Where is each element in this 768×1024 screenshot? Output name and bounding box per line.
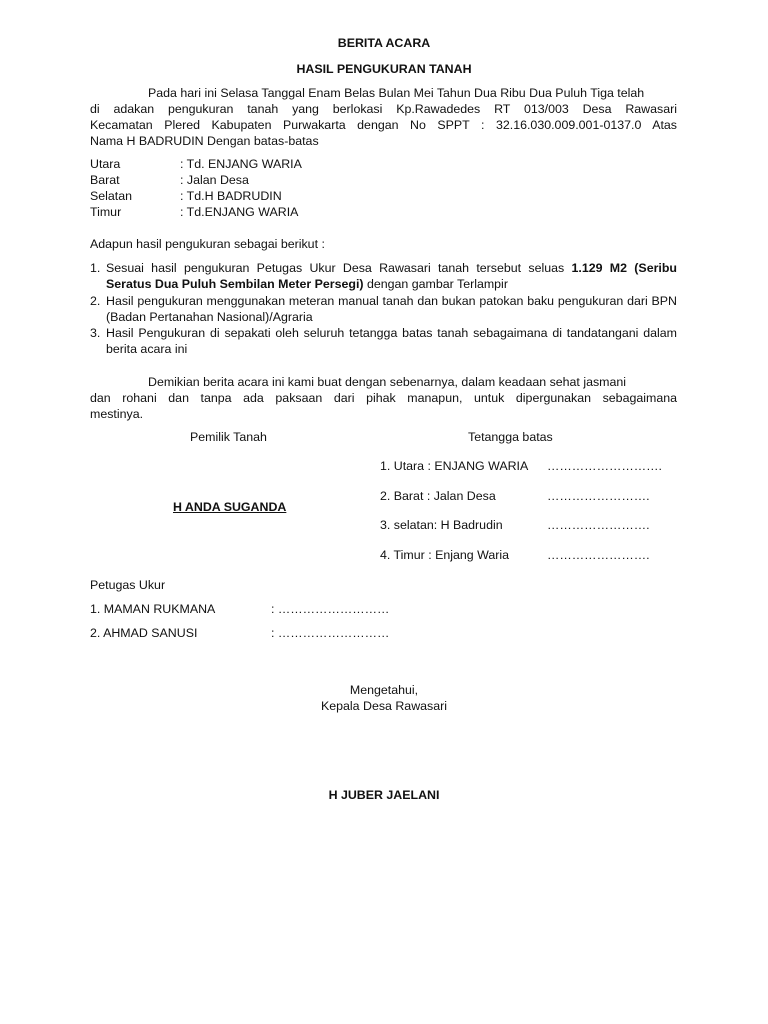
neighbor-label: 4. Timur : Enjang Waria xyxy=(380,548,509,562)
neighbor-row xyxy=(380,489,496,503)
intro-line: Kecamatan Plered Kabupaten Purwakarta dengan No SPPT : 32.16.030.009.001-0137.0 Atas xyxy=(90,118,677,132)
boundary-row xyxy=(90,156,302,172)
ack-label: Mengetahui, xyxy=(349,683,419,697)
neighbor-signature-line: ……………………. xyxy=(547,518,650,532)
boundary-value: : Td.H BADRUDIN xyxy=(180,189,282,203)
surveyor-name: 2. AHMAD SANUSI xyxy=(90,626,198,640)
boundary-row xyxy=(90,188,282,204)
ack-title: Kepala Desa Rawasari xyxy=(320,699,448,713)
owner-heading: Pemilik Tanah xyxy=(190,430,267,444)
neighbor-row xyxy=(380,459,528,473)
boundary-value: : Td. ENJANG WARIA xyxy=(180,157,302,171)
result-item xyxy=(90,293,677,325)
closing-line: mestinya. xyxy=(90,407,144,421)
surveyor-signature-line: : ……………………… xyxy=(271,626,390,640)
boundary-label: Barat xyxy=(90,173,120,187)
boundary-value: : Td.ENJANG WARIA xyxy=(180,205,299,219)
result-text: Hasil Pengukuran di sepakati oleh seluruh tetangga batas tanah sebagaimana di tandatangani dalam berita acara ini xyxy=(106,326,677,356)
result-number: 3. xyxy=(90,326,101,340)
neighbor-label: 1. Utara : ENJANG WARIA xyxy=(380,459,529,473)
neighbor-signature-line: ……………………. xyxy=(547,489,650,503)
result-text-after: dengan gambar Terlampir xyxy=(363,277,508,291)
boundary-value: : Jalan Desa xyxy=(180,173,249,187)
intro-line: di adakan pengukuran tanah yang berlokasi Kp.Rawadedes RT 013/003 Desa Rawasari xyxy=(90,102,677,116)
result-item xyxy=(90,260,677,292)
document-subtitle: HASIL PENGUKURAN TANAH xyxy=(296,62,472,76)
boundary-label: Selatan xyxy=(90,189,133,203)
result-number: 2. xyxy=(90,294,101,308)
neighbor-label: 3. selatan: H Badrudin xyxy=(380,518,503,532)
document-title: BERITA ACARA xyxy=(337,36,431,50)
boundary-row xyxy=(90,204,298,220)
neighbor-label: 2. Barat : Jalan Desa xyxy=(380,489,496,503)
result-text: Sesuai hasil pengukuran Petugas Ukur Desa Rawasari tanah tersebut seluas xyxy=(106,261,572,275)
result-item xyxy=(90,325,677,357)
result-area-bold: 1.129 M2 (Seribu Seratus Dua Puluh Sembilan Meter Persegi) xyxy=(106,261,677,291)
owner-name: H ANDA SUGANDA xyxy=(173,500,287,514)
closing-line: Demikian berita acara ini kami buat dengan sebenarnya, dalam keadaan sehat jasmani xyxy=(148,375,627,389)
boundary-label: Utara xyxy=(90,157,121,171)
results-intro: Adapun hasil pengukuran sebagai berikut : xyxy=(90,237,325,251)
surveyor-name: 1. MAMAN RUKMANA xyxy=(90,602,216,616)
neighbors-heading: Tetangga batas xyxy=(468,430,553,444)
neighbor-row xyxy=(380,518,503,532)
boundary-row xyxy=(90,172,249,188)
result-number: 1. xyxy=(90,261,101,275)
neighbor-row xyxy=(380,548,509,562)
intro-line: Nama H BADRUDIN Dengan batas-batas xyxy=(90,134,319,148)
village-head-name: H JUBER JAELANI xyxy=(328,788,440,802)
intro-line: Pada hari ini Selasa Tanggal Enam Belas Bulan Mei Tahun Dua Ribu Dua Puluh Tiga telah xyxy=(148,86,645,100)
neighbor-signature-line: ………………………. xyxy=(547,459,662,473)
closing-line: dan rohani dan tanpa ada paksaan dari pihak manapun, untuk dipergunakan sebagaimana xyxy=(90,391,677,405)
surveyors-heading: Petugas Ukur xyxy=(90,578,166,592)
neighbor-signature-line: ……………………. xyxy=(547,548,650,562)
boundary-label: Timur xyxy=(90,205,122,219)
result-text: Hasil pengukuran menggunakan meteran manual tanah dan bukan patokan baku pengukuran dari BPN (Badan Pertanahan Nasional)/Agraria xyxy=(106,294,677,324)
surveyor-signature-line: : ……………………… xyxy=(271,602,390,616)
